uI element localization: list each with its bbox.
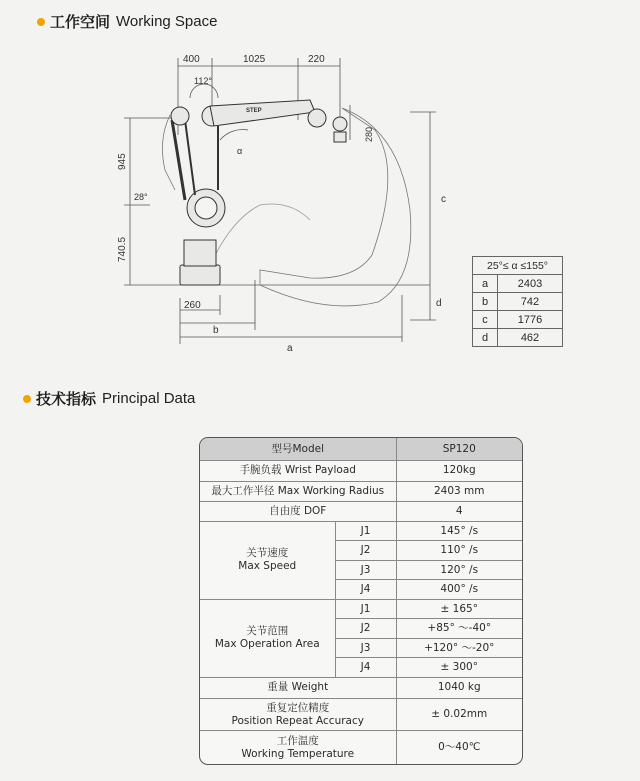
table-row (200, 731, 522, 764)
working-space-title-cn: 工作空间 (50, 13, 111, 31)
principal-data-title-en: Principal Data (102, 390, 196, 407)
joint-value: 400° /s (396, 580, 522, 600)
temp-label-cn: 工作温度 (276, 734, 319, 747)
dim-a: a (287, 343, 293, 354)
table-row (473, 275, 563, 293)
dim-key: a (473, 275, 498, 293)
dim-key: b (473, 293, 498, 311)
working-space-diagram (110, 40, 465, 360)
joint-label: J4 (335, 658, 396, 678)
dof-label: 自由度 DOF (200, 502, 396, 522)
joint-label: J2 (335, 541, 396, 561)
orange-bullet-icon (37, 18, 45, 26)
principal-data-title-cn: 技术指标 (36, 390, 97, 408)
dof-value: 4 (396, 502, 522, 522)
repeat-value: ± 0.02mm (396, 698, 522, 731)
logo-text: STEP (246, 108, 262, 114)
working-space-title (37, 11, 217, 32)
orange-bullet-icon (23, 395, 31, 403)
joint-label: J4 (335, 580, 396, 600)
dim-220: 220 (308, 54, 325, 65)
table-row (200, 481, 522, 502)
dim-d: d (436, 298, 442, 309)
range-label-cn: 关节范围 (246, 625, 289, 638)
table-row (473, 329, 563, 347)
joint-value: ± 165° (396, 599, 522, 619)
dim-alpha: α (237, 146, 243, 156)
payload-value: 120kg (396, 461, 522, 482)
temp-label (200, 731, 396, 764)
dimension-table-header: 25°≤ α ≤155° (473, 257, 563, 275)
table-row (473, 293, 563, 311)
principal-data-title (23, 388, 195, 409)
speed-label (200, 521, 335, 599)
table-row (200, 461, 522, 482)
radius-value: 2403 mm (396, 481, 522, 502)
joint-value: +85° ～-40° (396, 619, 522, 639)
dim-112: 112° (194, 76, 212, 86)
joint-value: +120° ～-20° (396, 638, 522, 658)
model-label: 型号Model (200, 438, 396, 461)
dim-value: 1776 (498, 311, 563, 329)
joint-value: ± 300° (396, 658, 522, 678)
weight-value: 1040 kg (396, 678, 522, 699)
dimension-table (472, 256, 563, 347)
working-space-title-en: Working Space (116, 13, 218, 30)
table-row (473, 311, 563, 329)
repeat-label-cn: 重复定位精度 (266, 701, 330, 714)
joint-value: 110° /s (396, 541, 522, 561)
repeat-label-en: Position Repeat Accuracy (231, 714, 364, 727)
joint-label: J3 (335, 638, 396, 658)
range-label (200, 599, 335, 677)
dim-value: 2403 (498, 275, 563, 293)
table-row (200, 502, 522, 522)
dim-key: d (473, 329, 498, 347)
dim-value: 742 (498, 293, 563, 311)
joint-value: 145° /s (396, 521, 522, 541)
model-value: SP120 (396, 438, 522, 461)
table-row (200, 521, 522, 541)
joint-label: J3 (335, 560, 396, 580)
joint-label: J2 (335, 619, 396, 639)
dim-400: 400 (183, 54, 200, 65)
payload-label: 手腕负载 Wrist Payload (200, 461, 396, 482)
dim-key: c (473, 311, 498, 329)
table-row (200, 698, 522, 731)
table-row (200, 438, 522, 461)
table-row (200, 678, 522, 699)
temp-label-en: Working Temperature (241, 747, 355, 760)
dim-1025: 1025 (243, 54, 266, 65)
dim-28: 28° (134, 192, 148, 202)
dim-260: 260 (184, 300, 201, 311)
dim-b: b (213, 325, 219, 336)
speed-label-en: Max Speed (238, 560, 297, 573)
dim-280: 280 (364, 126, 374, 142)
joint-label: J1 (335, 521, 396, 541)
dim-945: 945 (117, 153, 128, 170)
dim-value: 462 (498, 329, 563, 347)
repeat-label (200, 698, 396, 731)
spec-table (199, 437, 523, 765)
temp-value: 0～40℃ (396, 731, 522, 764)
radius-label: 最大工作半径 Max Working Radius (200, 481, 396, 502)
dim-740: 740.5 (117, 236, 128, 262)
speed-label-cn: 关节速度 (246, 547, 289, 560)
dim-c: c (441, 194, 446, 205)
joint-label: J1 (335, 599, 396, 619)
table-row (200, 599, 522, 619)
range-label-en: Max Operation Area (214, 638, 320, 651)
weight-label: 重量 Weight (200, 678, 396, 699)
joint-value: 120° /s (396, 560, 522, 580)
